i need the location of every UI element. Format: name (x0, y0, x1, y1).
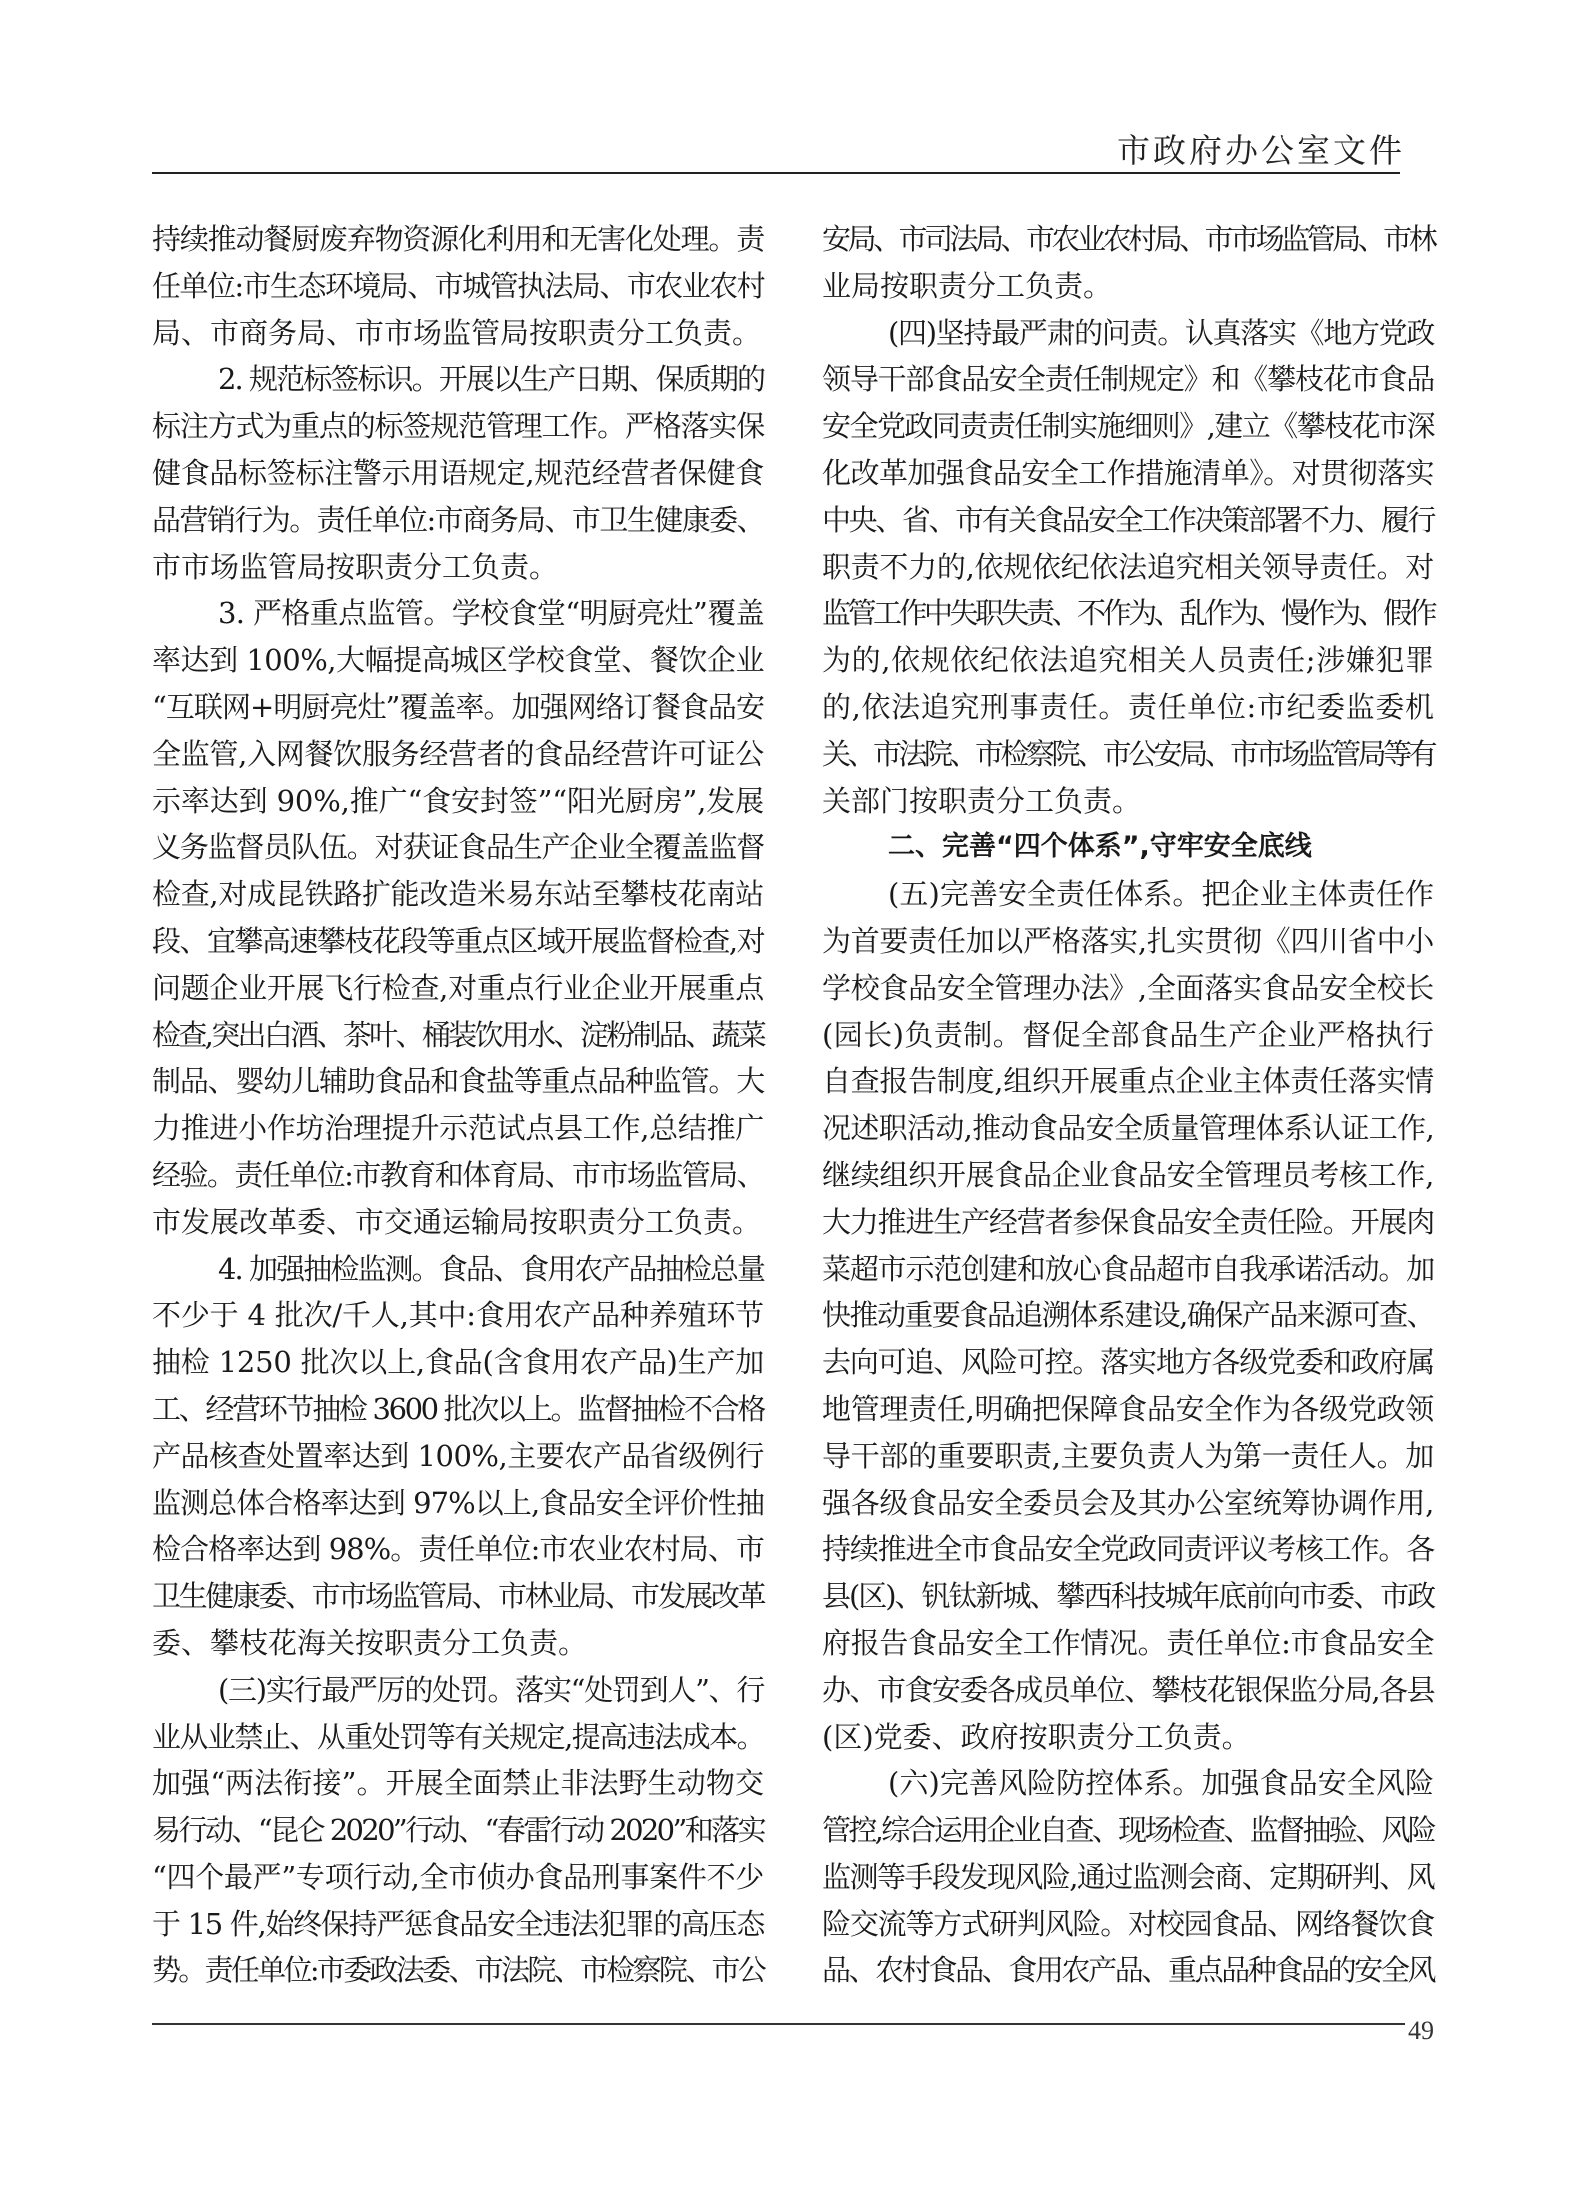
text-line: 于 15 件,始终保持严惩食品安全违法犯罪的高压态 (152, 1906, 764, 1941)
text-line: (四)坚持最严肃的问责。认真落实《地方党政 (888, 315, 1434, 350)
left-column (152, 216, 764, 1994)
text-line: 况述职活动,推动食品安全质量管理体系认证工作, (822, 1111, 1434, 1146)
text-line: 4. 加强抽检监测。食品、食用农产品抽检总量 (218, 1251, 764, 1286)
text-line: 学校食品安全管理办法》,全面落实食品安全校长 (822, 970, 1434, 1005)
text-line: 继续组织开展食品企业食品安全管理员考核工作, (822, 1157, 1434, 1192)
text-line: “互联网+明厨亮灶”覆盖率。加强网络订餐食品安 (152, 689, 764, 724)
text-line: 强各级食品安全委员会及其办公室统筹协调作用, (822, 1485, 1434, 1520)
text-line: 市发展改革委、市交通运输局按职责分工负责。 (152, 1204, 762, 1239)
text-line: 地管理责任,明确把保障食品安全作为各级党政领 (822, 1391, 1434, 1426)
text-line: 健食品标签标注警示用语规定,规范经营者保健食 (152, 455, 764, 490)
text-line: 卫生健康委、市市场监管局、市林业局、市发展改革 (152, 1579, 764, 1614)
text-line: 关、市法院、市检察院、市公安局、市市场监管局等有 (822, 736, 1434, 771)
text-line: 的,依法追究刑事责任。责任单位:市纪委监委机 (822, 689, 1434, 724)
text-line: 业从业禁止、从重处罚等有关规定,提高违法成本。 (152, 1719, 764, 1754)
text-line: 中央、省、市有关食品安全工作决策部署不力、履行 (822, 502, 1434, 537)
text-line: 加强“两法衔接”。开展全面禁止非法野生动物交 (152, 1766, 764, 1801)
text-line: 不少于 4 批次/千人,其中:食用农产品种养殖环节 (152, 1298, 764, 1333)
text-line: 县(区)、钒钛新城、攀西科技城年底前向市委、市政 (822, 1579, 1434, 1614)
text-line: 抽检 1250 批次以上,食品(含食用农产品)生产加 (152, 1345, 764, 1380)
text-line: 品营销行为。责任单位:市商务局、市卫生健康委、 (152, 502, 764, 537)
text-line: 办、市食安委各成员单位、攀枝花银保监分局,各县 (822, 1672, 1434, 1707)
text-line: 产品核查处置率达到 100%,主要农产品省级例行 (152, 1438, 764, 1473)
text-line: (六)完善风险防控体系。加强食品安全风险 (888, 1766, 1434, 1801)
text-line: 持续推动餐厨废弃物资源化利用和无害化处理。责 (152, 222, 764, 256)
text-line: 监管工作中失职失责、不作为、乱作为、慢作为、假作 (822, 596, 1434, 631)
text-line: 业局按职责分工负责。 (822, 268, 1113, 303)
text-line: 监测总体合格率达到 97%以上,食品安全评价性抽 (152, 1485, 764, 1520)
text-line: 管控,综合运用企业自查、现场检查、监督抽验、风险 (822, 1813, 1434, 1848)
text-line: 安全党政同责责任制实施细则》,建立《攀枝花市深 (822, 409, 1434, 444)
text-line: 品、农村食品、食用农产品、重点品种食品的安全风 (822, 1953, 1434, 1988)
text-line: 导干部的重要职责,主要负责人为第一责任人。加 (822, 1438, 1434, 1473)
text-line: 全监管,入网餐饮服务经营者的食品经营许可证公 (152, 736, 764, 771)
text-line: 局、市商务局、市市场监管局按职责分工负责。 (152, 315, 762, 350)
text-line: (区)党委、政府按职责分工负责。 (822, 1719, 1251, 1754)
text-line: 易行动、“昆仑 2020”行动、“春雷行动 2020”和落实 (152, 1813, 764, 1848)
text-line: 经验。责任单位:市教育和体育局、市市场监管局、 (152, 1157, 764, 1192)
text-line: 监测等手段发现风险,通过监测会商、定期研判、风 (822, 1859, 1434, 1894)
text-line: 安局、市司法局、市农业农村局、市市场监管局、市林 (822, 222, 1434, 256)
text-line: 领导干部食品安全责任制规定》和《攀枝花市食品 (822, 362, 1434, 397)
text-line: “四个最严”专项行动,全市侦办食品刑事案件不少 (152, 1859, 764, 1894)
text-line: (园长)负责制。督促全部食品生产企业严格执行 (822, 1017, 1434, 1052)
text-line: 委、攀枝花海关按职责分工负责。 (152, 1625, 588, 1660)
text-line: 检查,突出白酒、茶叶、桶装饮用水、淀粉制品、蔬菜 (152, 1017, 764, 1052)
text-line: 府报告食品安全工作情况。责任单位:市食品安全 (822, 1625, 1434, 1660)
text-line: 工、经营环节抽检 3600 批次以上。监督抽检不合格 (152, 1391, 764, 1426)
text-line: 2. 规范标签标识。开展以生产日期、保质期的 (218, 362, 764, 397)
text-line: 市市场监管局按职责分工负责。 (152, 549, 559, 584)
header-rule (152, 172, 1400, 174)
text-line: 标注方式为重点的标签规范管理工作。严格落实保 (152, 409, 764, 444)
page-number: 49 (1408, 2016, 1434, 2045)
text-line: 菜超市示范创建和放心食品超市自我承诺活动。加 (822, 1251, 1434, 1286)
running-header-title: 市政府办公室文件 (1117, 131, 1405, 170)
text-line: 自查报告制度,组织开展重点企业主体责任落实情 (822, 1064, 1434, 1099)
right-column (822, 216, 1434, 1994)
text-line: 险交流等方式研判风险。对校园食品、网络餐饮食 (822, 1906, 1434, 1941)
footer-rule (152, 2023, 1405, 2025)
text-line: (三)实行最严厉的处罚。落实“处罚到人”、行 (218, 1672, 764, 1707)
text-line: 3. 严格重点监管。学校食堂“明厨亮灶”覆盖 (218, 596, 764, 631)
text-line: 大力推进生产经营者参保食品安全责任险。开展肉 (822, 1204, 1434, 1239)
section-heading: 二、完善“四个体系”,守牢安全底线 (888, 831, 1312, 863)
text-line: 检合格率达到 98%。责任单位:市农业农村局、市 (152, 1532, 764, 1567)
text-line: 为的,依规依纪依法追究相关人员责任;涉嫌犯罪 (822, 643, 1434, 678)
text-line: 为首要责任加以严格落实,扎实贯彻《四川省中小 (822, 923, 1434, 958)
text-line: 势。责任单位:市委政法委、市法院、市检察院、市公 (152, 1953, 764, 1988)
text-line: 段、宜攀高速攀枝花段等重点区域开展监督检查,对 (152, 923, 764, 958)
text-line: 示率达到 90%,推广“食安封签”“阳光厨房”,发展 (152, 783, 764, 818)
text-line: 快推动重要食品追溯体系建设,确保产品来源可查、 (822, 1298, 1434, 1333)
text-line: 关部门按职责分工负责。 (822, 783, 1142, 818)
text-line: 率达到 100%,大幅提高城区学校食堂、餐饮企业 (152, 643, 764, 678)
text-line: 力推进小作坊治理提升示范试点县工作,总结推广 (152, 1111, 764, 1146)
text-line: 化改革加强食品安全工作措施清单》。对贯彻落实 (822, 455, 1434, 490)
text-line: 制品、婴幼儿辅助食品和食盐等重点品种监管。大 (152, 1064, 764, 1099)
text-line: 问题企业开展飞行检查,对重点行业企业开展重点 (152, 970, 764, 1005)
text-line: 检查,对成昆铁路扩能改造米易东站至攀枝花南站 (152, 877, 764, 912)
text-line: 任单位:市生态环境局、市城管执法局、市农业农村 (152, 268, 764, 303)
text-line: 持续推进全市食品安全党政同责评议考核工作。各 (822, 1532, 1434, 1567)
text-line: 职责不力的,依规依纪依法追究相关领导责任。对 (822, 549, 1434, 584)
text-line: 去向可追、风险可控。落实地方各级党委和政府属 (822, 1345, 1434, 1380)
text-line: 义务监督员队伍。对获证食品生产企业全覆盖监督 (152, 830, 764, 865)
text-line: (五)完善安全责任体系。把企业主体责任作 (888, 877, 1434, 912)
